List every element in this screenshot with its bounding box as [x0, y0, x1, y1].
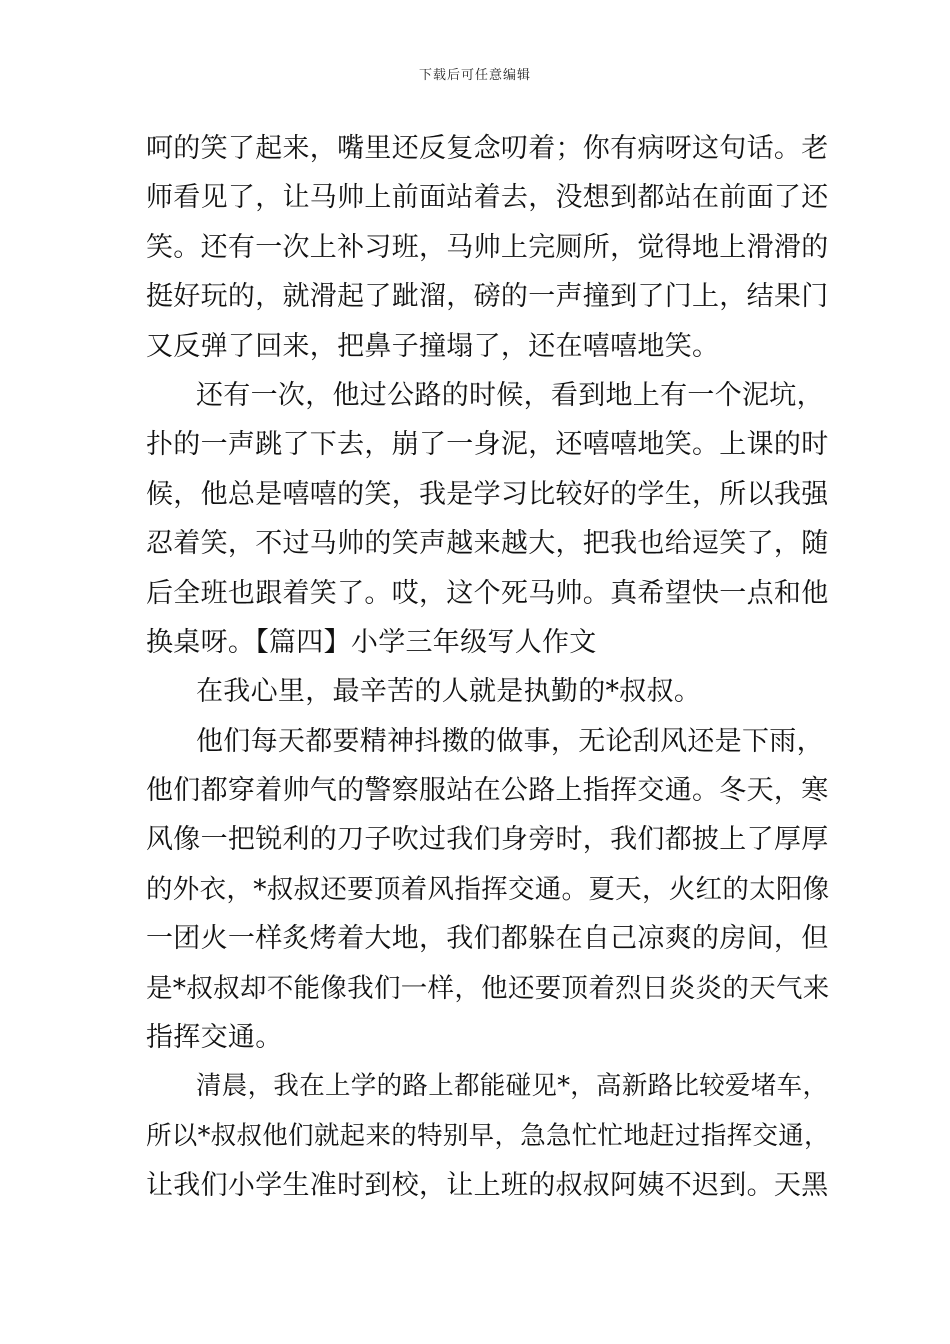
text-line: 又反弹了回来，把鼻子撞塌了，还在嘻嘻地笑。	[146, 330, 720, 362]
paragraph-first-line: 在我心里，最辛苦的人就是执勤的*叔叔。	[196, 676, 702, 708]
text-line: 呵的笑了起来，嘴里还反复念叨着；你有病呀这句话。老	[146, 133, 829, 164]
text-line: 让我们小学生准时到校，让上班的叔叔阿姨不迟到。天黑	[146, 1170, 829, 1202]
text-line: 他们都穿着帅气的警察服站在公路上指挥交通。冬天，寒	[146, 775, 829, 807]
text-line: 后全班也跟着笑了。哎，这个死马帅。真希望快一点和他	[146, 577, 829, 609]
text-line: 指挥交通。	[146, 1022, 283, 1054]
text-line: 的外衣，*叔叔还要顶着风指挥交通。夏天，火红的太阳像	[146, 873, 830, 905]
text-line: 一团火一样炙烤着大地，我们都躲在自己凉爽的房间，但	[146, 923, 829, 955]
text-line: 换桌呀。【篇四】小学三年级写人作文	[146, 626, 597, 658]
paragraph-first-line: 清晨，我在上学的路上都能碰见*，高新路比较爱堵车，	[196, 1071, 829, 1102]
text-line: 是*叔叔却不能像我们一样，他还要顶着烈日炎炎的天气来	[146, 972, 830, 1004]
text-line: 所以*叔叔他们就起来的特别早，急急忙忙地赶过指挥交通，	[146, 1120, 830, 1151]
text-line: 挺好玩的，就滑起了跐溜，磅的一声撞到了门上，结果门	[146, 281, 829, 313]
text-line: 笑。还有一次上补习班，马帅上完厕所，觉得地上滑滑的	[146, 231, 829, 263]
text-line: 风像一把锐利的刀子吹过我们身旁时，我们都披上了厚厚	[146, 824, 829, 856]
page-header: 下载后可任意编辑	[418, 68, 531, 83]
text-line: 扑的一声跳了下去，崩了一身泥，还嘻嘻地笑。上课的时	[146, 429, 829, 461]
paragraph-first-line: 还有一次，他过公路的时候，看到地上有一个泥坑，	[196, 379, 824, 411]
text-line: 候，他总是嘻嘻的笑，我是学习比较好的学生，所以我强	[146, 478, 829, 510]
document-body	[146, 124, 836, 1211]
text-line: 师看见了，让马帅上前面站着去，没想到都站在前面了还	[146, 182, 829, 214]
paragraph-first-line: 他们每天都要精神抖擞的做事，无论刮风还是下雨，	[196, 725, 824, 757]
text-line: 忍着笑，不过马帅的笑声越来越大，把我也给逗笑了，随	[146, 528, 829, 560]
